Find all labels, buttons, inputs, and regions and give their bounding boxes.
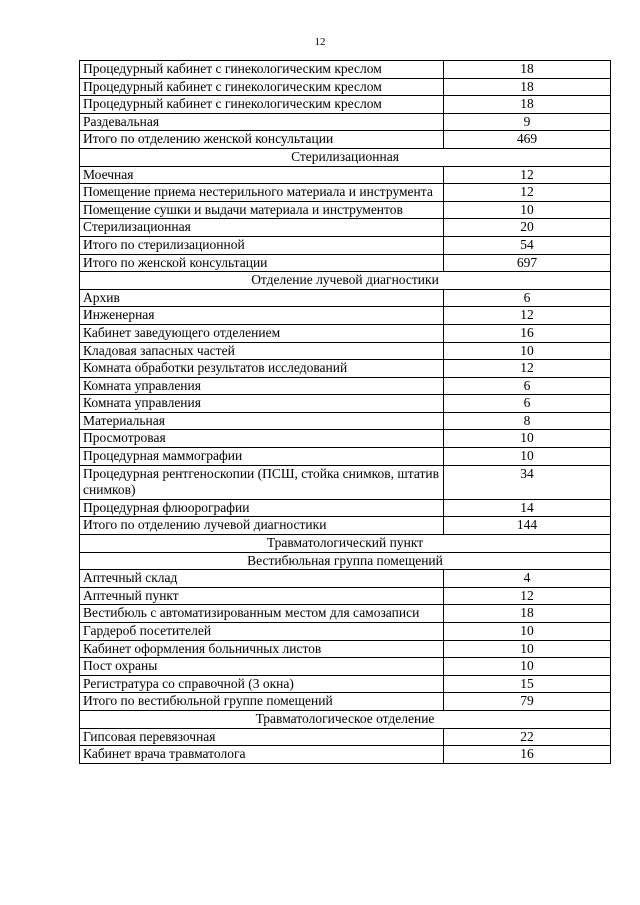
table-row bbox=[80, 342, 611, 360]
room-name-cell: Кабинет оформления больничных листов bbox=[80, 640, 444, 658]
section-header-row bbox=[80, 148, 611, 166]
room-area-cell: 12 bbox=[444, 360, 611, 378]
room-area-cell: 18 bbox=[444, 61, 611, 79]
section-header-row bbox=[80, 710, 611, 728]
room-area-cell: 12 bbox=[444, 307, 611, 325]
table-row bbox=[80, 131, 611, 149]
table-row bbox=[80, 96, 611, 114]
room-area-cell: 16 bbox=[444, 746, 611, 764]
page-number: 12 bbox=[314, 36, 326, 48]
room-name-cell: Помещение сушки и выдачи материала и инструментов bbox=[80, 201, 444, 219]
room-name-cell: Кладовая запасных частей bbox=[80, 342, 444, 360]
room-area-cell: 6 bbox=[444, 377, 611, 395]
room-area-cell: 10 bbox=[444, 448, 611, 466]
room-area-cell: 9 bbox=[444, 113, 611, 131]
room-area-cell: 469 bbox=[444, 131, 611, 149]
table-row bbox=[80, 465, 611, 499]
table-row bbox=[80, 746, 611, 764]
table-row bbox=[80, 219, 611, 237]
room-area-cell: 10 bbox=[444, 430, 611, 448]
table-row bbox=[80, 605, 611, 623]
room-name-cell: Процедурный кабинет с гинекологическим креслом bbox=[80, 78, 444, 96]
table-row bbox=[80, 517, 611, 535]
section-title: Отделение лучевой диагностики bbox=[80, 272, 611, 290]
table-row bbox=[80, 658, 611, 676]
table-row bbox=[80, 430, 611, 448]
section-title: Травматологическое отделение bbox=[80, 710, 611, 728]
table-row bbox=[80, 184, 611, 202]
room-name-cell: Помещение приема нестерильного материала и инструмента bbox=[80, 184, 444, 202]
table-row bbox=[80, 307, 611, 325]
table-row bbox=[80, 693, 611, 711]
room-area-cell: 15 bbox=[444, 675, 611, 693]
room-name-cell: Материальная bbox=[80, 412, 444, 430]
rooms-area-table bbox=[79, 60, 611, 764]
room-area-cell: 10 bbox=[444, 201, 611, 219]
table-row bbox=[80, 675, 611, 693]
room-name-cell: Итого по отделению лучевой диагностики bbox=[80, 517, 444, 535]
room-name-cell: Гардероб посетителей bbox=[80, 623, 444, 641]
room-area-cell: 10 bbox=[444, 658, 611, 676]
room-area-cell: 8 bbox=[444, 412, 611, 430]
section-title: Травматологический пункт bbox=[80, 535, 611, 553]
room-name-cell: Моечная bbox=[80, 166, 444, 184]
room-area-cell: 22 bbox=[444, 728, 611, 746]
room-name-cell: Процедурный кабинет с гинекологическим креслом bbox=[80, 96, 444, 114]
room-name-cell: Комната управления bbox=[80, 377, 444, 395]
room-area-cell: 12 bbox=[444, 587, 611, 605]
section-header-row bbox=[80, 535, 611, 553]
room-name-cell: Регистратура со справочной (3 окна) bbox=[80, 675, 444, 693]
room-area-cell: 16 bbox=[444, 324, 611, 342]
table-row bbox=[80, 412, 611, 430]
room-name-cell: Пост охраны bbox=[80, 658, 444, 676]
room-area-cell: 12 bbox=[444, 166, 611, 184]
section-title: Стерилизационная bbox=[80, 148, 611, 166]
room-name-cell: Раздевальная bbox=[80, 113, 444, 131]
room-name-cell: Инженерная bbox=[80, 307, 444, 325]
room-name-cell: Комната управления bbox=[80, 395, 444, 413]
room-area-cell: 18 bbox=[444, 605, 611, 623]
room-area-cell: 6 bbox=[444, 395, 611, 413]
table-row bbox=[80, 289, 611, 307]
table-row bbox=[80, 360, 611, 378]
room-area-cell: 79 bbox=[444, 693, 611, 711]
table-row bbox=[80, 395, 611, 413]
room-name-cell: Просмотровая bbox=[80, 430, 444, 448]
table-row bbox=[80, 201, 611, 219]
room-area-cell: 14 bbox=[444, 499, 611, 517]
room-area-cell: 697 bbox=[444, 254, 611, 272]
section-header-row bbox=[80, 272, 611, 290]
room-name-cell: Кабинет врача травматолога bbox=[80, 746, 444, 764]
section-title: Вестибюльная группа помещений bbox=[80, 552, 611, 570]
room-name-cell: Вестибюль с автоматизированным местом для самозаписи bbox=[80, 605, 444, 623]
table-row bbox=[80, 61, 611, 79]
room-area-cell: 4 bbox=[444, 570, 611, 588]
table-row bbox=[80, 728, 611, 746]
room-name-cell: Комната обработки результатов исследований bbox=[80, 360, 444, 378]
table-row bbox=[80, 448, 611, 466]
room-area-cell: 18 bbox=[444, 78, 611, 96]
table-row bbox=[80, 113, 611, 131]
room-name-cell: Процедурная рентгеноскопии (ПСШ, стойка снимков, штатив снимков) bbox=[80, 465, 444, 499]
room-area-cell: 18 bbox=[444, 96, 611, 114]
room-area-cell: 10 bbox=[444, 342, 611, 360]
rooms-table-body bbox=[80, 61, 611, 764]
table-row bbox=[80, 499, 611, 517]
room-name-cell: Итого по стерилизационной bbox=[80, 236, 444, 254]
table-row bbox=[80, 587, 611, 605]
room-area-cell: 12 bbox=[444, 184, 611, 202]
room-area-cell: 6 bbox=[444, 289, 611, 307]
room-name-cell: Итого по вестибюльной группе помещений bbox=[80, 693, 444, 711]
room-name-cell: Итого по отделению женской консультации bbox=[80, 131, 444, 149]
table-row bbox=[80, 640, 611, 658]
table-row bbox=[80, 78, 611, 96]
table-row bbox=[80, 377, 611, 395]
room-name-cell: Кабинет заведующего отделением bbox=[80, 324, 444, 342]
room-name-cell: Итого по женской консультации bbox=[80, 254, 444, 272]
room-area-cell: 10 bbox=[444, 623, 611, 641]
table-row bbox=[80, 623, 611, 641]
room-name-cell: Аптечный склад bbox=[80, 570, 444, 588]
room-area-cell: 54 bbox=[444, 236, 611, 254]
section-header-row bbox=[80, 552, 611, 570]
room-name-cell: Процедурная маммографии bbox=[80, 448, 444, 466]
room-name-cell: Процедурный кабинет с гинекологическим креслом bbox=[80, 61, 444, 79]
room-area-cell: 34 bbox=[444, 465, 611, 499]
table-row bbox=[80, 324, 611, 342]
room-name-cell: Процедурная флюорографии bbox=[80, 499, 444, 517]
room-name-cell: Аптечный пункт bbox=[80, 587, 444, 605]
table-row bbox=[80, 570, 611, 588]
table-row bbox=[80, 236, 611, 254]
room-name-cell: Архив bbox=[80, 289, 444, 307]
room-area-cell: 20 bbox=[444, 219, 611, 237]
room-name-cell: Стерилизационная bbox=[80, 219, 444, 237]
room-name-cell: Гипсовая перевязочная bbox=[80, 728, 444, 746]
room-area-cell: 144 bbox=[444, 517, 611, 535]
table-row bbox=[80, 254, 611, 272]
room-area-cell: 10 bbox=[444, 640, 611, 658]
table-row bbox=[80, 166, 611, 184]
